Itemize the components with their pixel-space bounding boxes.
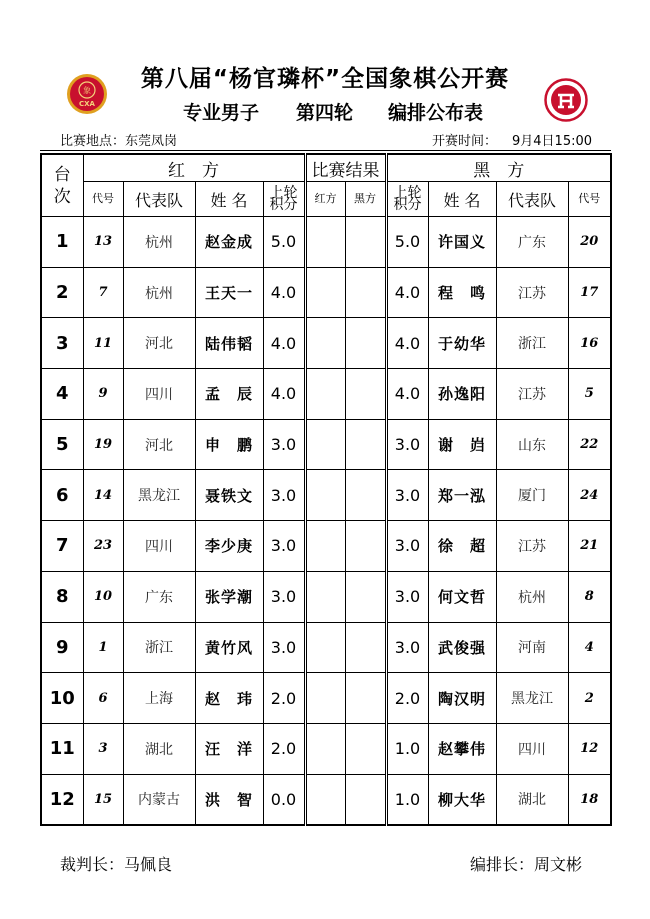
black-prev-score: 1.0: [386, 774, 428, 825]
red-team: 上海: [123, 673, 195, 724]
result-red-cell: [305, 521, 345, 572]
doc-type-title: 编排公布表: [388, 102, 484, 124]
header-board: [41, 154, 83, 217]
page-title: 第八届“杨官璘杯”全国象棋公开赛: [140, 66, 510, 92]
red-player-name: 张学潮: [195, 571, 263, 622]
red-player-name: 汪 洋: [195, 723, 263, 774]
result-red-cell: [305, 774, 345, 825]
black-code: 5: [568, 369, 611, 420]
table-row: [41, 571, 611, 622]
black-player-name: 徐 超: [428, 521, 496, 572]
black-code: 12: [568, 723, 611, 774]
red-code: 7: [83, 267, 123, 318]
board-number: 6: [41, 470, 83, 521]
board-number: 3: [41, 318, 83, 369]
result-red-cell: [305, 318, 345, 369]
red-prev-score: 4.0: [263, 318, 305, 369]
black-prev-score: 3.0: [386, 521, 428, 572]
black-team: 江苏: [496, 267, 568, 318]
result-black-cell: [345, 267, 386, 318]
svg-text:象: 象: [83, 86, 91, 95]
board-number: 8: [41, 571, 83, 622]
header-result: 比赛结果: [305, 154, 386, 182]
result-black-cell: [345, 571, 386, 622]
header-black-team: 代表队: [496, 182, 568, 217]
black-code: 18: [568, 774, 611, 825]
start-time-value: 9月4日15:00: [512, 134, 593, 149]
result-red-cell: [305, 267, 345, 318]
red-player-name: 孟 辰: [195, 369, 263, 420]
red-prev-score: 3.0: [263, 571, 305, 622]
red-code: 19: [83, 419, 123, 470]
black-prev-score: 3.0: [386, 419, 428, 470]
result-red-cell: [305, 571, 345, 622]
red-code: 10: [83, 571, 123, 622]
black-code: 2: [568, 673, 611, 724]
black-team: 广东: [496, 217, 568, 268]
result-red-cell: [305, 470, 345, 521]
red-player-name: 聂铁文: [195, 470, 263, 521]
header-result-red: 红方: [305, 182, 345, 217]
black-player-name: 郑一泓: [428, 470, 496, 521]
red-player-name: 申 鹏: [195, 419, 263, 470]
black-code: 22: [568, 419, 611, 470]
black-team: 河南: [496, 622, 568, 673]
table-row: [41, 470, 611, 521]
red-prev-score: 3.0: [263, 521, 305, 572]
board-number: 1: [41, 217, 83, 268]
red-prev-score: 5.0: [263, 217, 305, 268]
header-black: 黑 方: [386, 154, 611, 182]
header-result-black: 黑方: [345, 182, 386, 217]
red-team: 内蒙古: [123, 774, 195, 825]
board-number: 5: [41, 419, 83, 470]
logo-left-text: CXA: [79, 100, 95, 108]
red-team: 杭州: [123, 217, 195, 268]
board-number: 11: [41, 723, 83, 774]
black-prev-score: 3.0: [386, 571, 428, 622]
black-team: 黑龙江: [496, 673, 568, 724]
red-player-name: 赵金成: [195, 217, 263, 268]
round-title: 第四轮: [296, 102, 354, 124]
header-red-code: 代号: [83, 182, 123, 217]
black-code: 20: [568, 217, 611, 268]
red-team: 湖北: [123, 723, 195, 774]
prev-score-line2: 积分: [269, 197, 298, 213]
black-code: 16: [568, 318, 611, 369]
table-row: [41, 419, 611, 470]
black-player-name: 于幼华: [428, 318, 496, 369]
red-team: 四川: [123, 369, 195, 420]
table-row: [41, 723, 611, 774]
black-player-name: 武俊强: [428, 622, 496, 673]
black-code: 24: [568, 470, 611, 521]
arranger-text: 编排长：周文彬: [470, 855, 583, 874]
red-prev-score: 2.0: [263, 673, 305, 724]
red-code: 11: [83, 318, 123, 369]
black-prev-score: 4.0: [386, 267, 428, 318]
table-row: [41, 217, 611, 268]
result-black-cell: [345, 470, 386, 521]
prev-score-line1: 上轮: [269, 185, 298, 201]
red-code: 14: [83, 470, 123, 521]
red-code: 3: [83, 723, 123, 774]
result-red-cell: [305, 673, 345, 724]
black-team: 江苏: [496, 369, 568, 420]
result-black-cell: [345, 318, 386, 369]
black-team: 江苏: [496, 521, 568, 572]
red-player-name: 王天一: [195, 267, 263, 318]
red-team: 河北: [123, 318, 195, 369]
red-player-name: 赵 玮: [195, 673, 263, 724]
header-red: 红 方: [83, 154, 305, 182]
table-row: [41, 774, 611, 825]
black-prev-score: 2.0: [386, 673, 428, 724]
result-black-cell: [345, 419, 386, 470]
red-prev-score: 3.0: [263, 419, 305, 470]
result-black-cell: [345, 622, 386, 673]
red-team: 浙江: [123, 622, 195, 673]
black-player-name: 柳大华: [428, 774, 496, 825]
black-code: 4: [568, 622, 611, 673]
referee-text: 裁判长：马佩良: [60, 855, 173, 874]
black-player-name: 陶汉明: [428, 673, 496, 724]
red-code: 6: [83, 673, 123, 724]
red-code: 1: [83, 622, 123, 673]
black-prev-score: 1.0: [386, 723, 428, 774]
black-code: 21: [568, 521, 611, 572]
table-row: [41, 318, 611, 369]
header-red-prev-score: [263, 182, 305, 217]
black-code: 8: [568, 571, 611, 622]
table-row: [41, 521, 611, 572]
black-prev-score: 4.0: [386, 318, 428, 369]
red-player-name: 陆伟韬: [195, 318, 263, 369]
red-code: 15: [83, 774, 123, 825]
board-number: 10: [41, 673, 83, 724]
table-row: [41, 267, 611, 318]
result-black-cell: [345, 217, 386, 268]
result-black-cell: [345, 774, 386, 825]
black-code: 17: [568, 267, 611, 318]
result-black-cell: [345, 521, 386, 572]
board-number: 12: [41, 774, 83, 825]
table-row: [41, 622, 611, 673]
red-team: 杭州: [123, 267, 195, 318]
divider: [40, 150, 611, 151]
red-prev-score: 3.0: [263, 622, 305, 673]
red-team: 四川: [123, 521, 195, 572]
black-team: 杭州: [496, 571, 568, 622]
black-team: 浙江: [496, 318, 568, 369]
black-team: 四川: [496, 723, 568, 774]
black-prev-score: 5.0: [386, 217, 428, 268]
header-red-name: 姓 名: [195, 182, 263, 217]
black-prev-score: 4.0: [386, 369, 428, 420]
prev-score-line1: 上轮: [393, 185, 422, 201]
result-black-cell: [345, 369, 386, 420]
result-black-cell: [345, 673, 386, 724]
red-team: 广东: [123, 571, 195, 622]
black-player-name: 孙逸阳: [428, 369, 496, 420]
red-prev-score: 2.0: [263, 723, 305, 774]
red-prev-score: 4.0: [263, 267, 305, 318]
board-number: 2: [41, 267, 83, 318]
board-number: 9: [41, 622, 83, 673]
result-red-cell: [305, 419, 345, 470]
black-player-name: 赵攀伟: [428, 723, 496, 774]
black-team: 山东: [496, 419, 568, 470]
black-team: 湖北: [496, 774, 568, 825]
red-prev-score: 0.0: [263, 774, 305, 825]
black-player-name: 程 鸣: [428, 267, 496, 318]
black-prev-score: 3.0: [386, 622, 428, 673]
red-player-name: 洪 智: [195, 774, 263, 825]
black-player-name: 许国义: [428, 217, 496, 268]
result-red-cell: [305, 217, 345, 268]
black-team: 厦门: [496, 470, 568, 521]
red-team: 黑龙江: [123, 470, 195, 521]
red-prev-score: 3.0: [263, 470, 305, 521]
board-number: 4: [41, 369, 83, 420]
category-title: 专业男子: [183, 102, 260, 124]
prev-score-line2: 积分: [393, 197, 422, 213]
black-player-name: 谢 岿: [428, 419, 496, 470]
start-time-label: 开赛时间：: [432, 134, 498, 149]
red-player-name: 李少庚: [195, 521, 263, 572]
board-number: 7: [41, 521, 83, 572]
header-board-label: 台次: [53, 164, 71, 207]
black-player-name: 何文哲: [428, 571, 496, 622]
result-red-cell: [305, 369, 345, 420]
black-prev-score: 3.0: [386, 470, 428, 521]
result-red-cell: [305, 622, 345, 673]
red-player-name: 黄竹风: [195, 622, 263, 673]
red-code: 23: [83, 521, 123, 572]
venue-text: 比赛地点：东莞凤岗: [60, 134, 178, 149]
pairing-table: [40, 153, 612, 826]
red-code: 13: [83, 217, 123, 268]
header-black-name: 姓 名: [428, 182, 496, 217]
result-black-cell: [345, 723, 386, 774]
red-team: 河北: [123, 419, 195, 470]
red-prev-score: 4.0: [263, 369, 305, 420]
table-row: [41, 369, 611, 420]
result-red-cell: [305, 723, 345, 774]
header-black-prev-score: [386, 182, 428, 217]
red-code: 9: [83, 369, 123, 420]
header-red-team: 代表队: [123, 182, 195, 217]
table-row: [41, 673, 611, 724]
header-black-code: 代号: [568, 182, 611, 217]
